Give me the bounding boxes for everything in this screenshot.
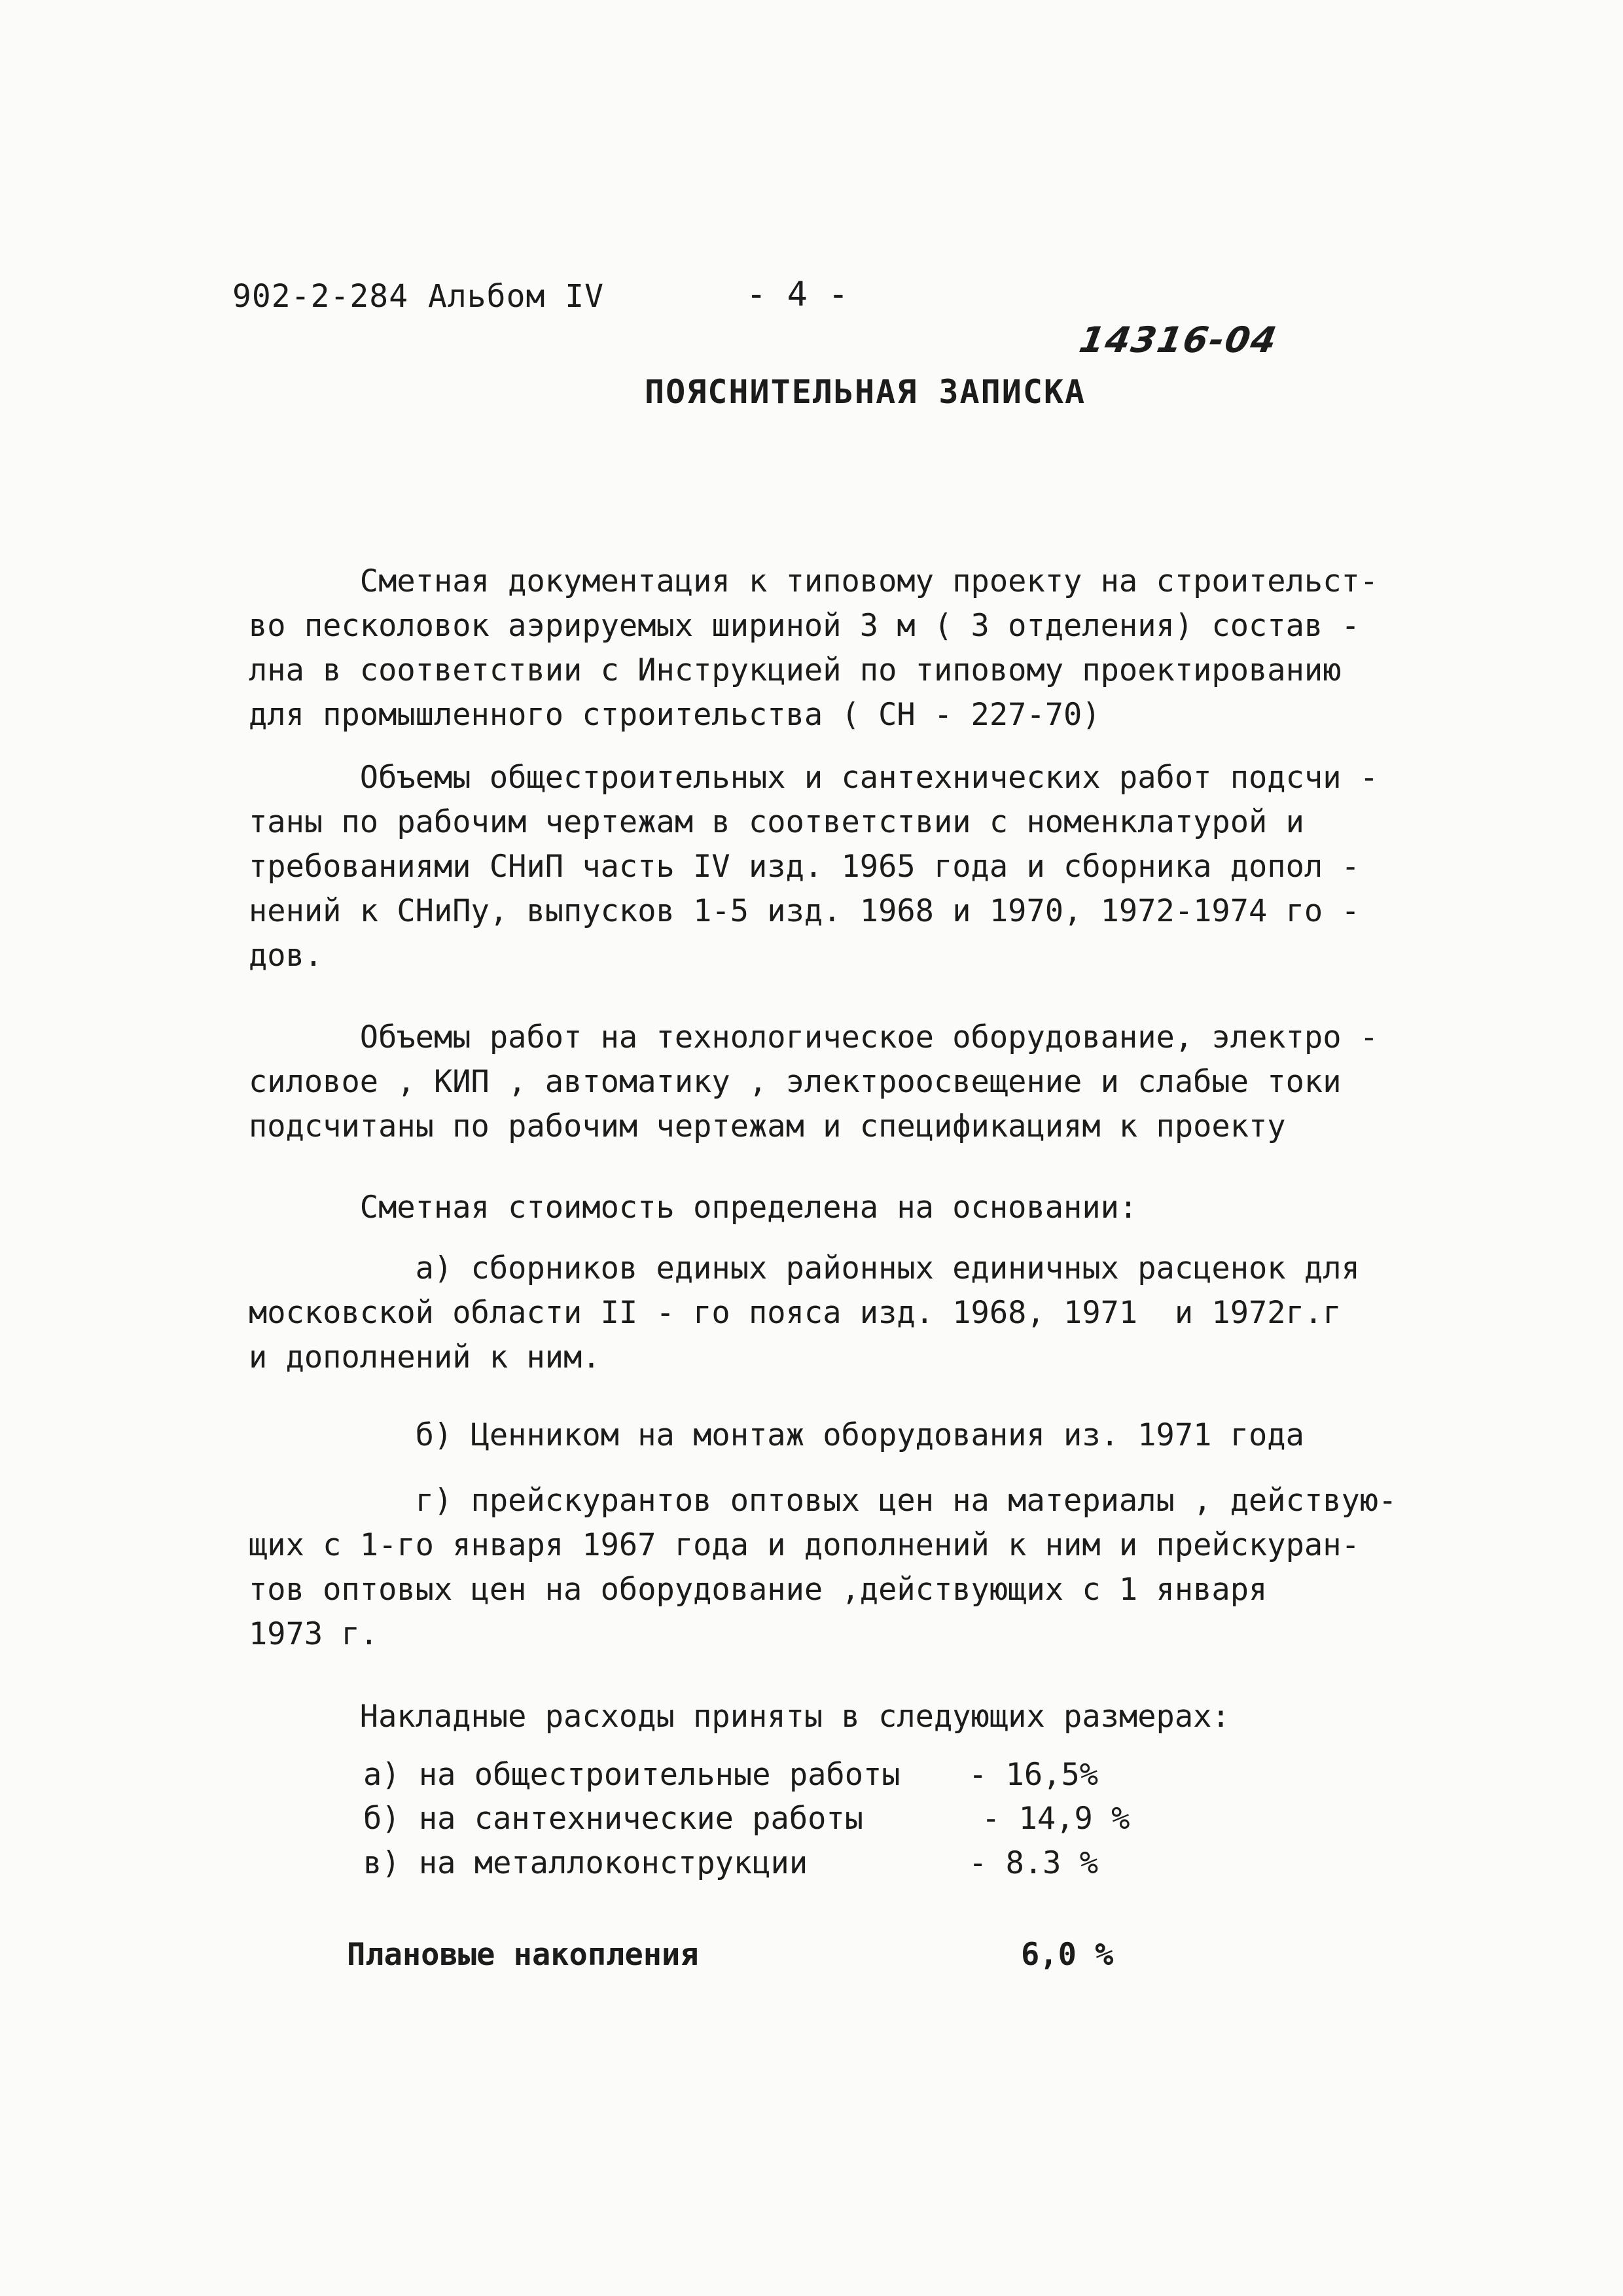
page-number: - 4 - xyxy=(746,275,849,314)
paragraph-6: б) Ценником на монтаж оборудования из. 1971 года xyxy=(249,1417,1304,1453)
planned-savings-label: Плановые накопления xyxy=(347,1937,699,1973)
document-code: 902-2-284 Альбом IV xyxy=(232,278,605,315)
overhead-item-label: в) на металлоконструкции xyxy=(363,1845,808,1881)
paragraph-4: Сметная стоимость определена на основании: xyxy=(249,1190,1138,1226)
paragraph-5: а) сборников единых районных единичных расценок для московской области II - го пояса изд. 1968, 1971 и 1972г.г и дополнений к ним. xyxy=(249,1250,1360,1375)
overhead-item-label: б) на сантехнические работы xyxy=(363,1801,864,1837)
overhead-item-value: - 14,9 % xyxy=(982,1801,1130,1837)
paragraph-2: Объемы общестроительных и сантехнических работ подсчи - таны по рабочим чертежам в соответствии с номенклатурой и требованиями СНиП часть IV изд. 1965 года и сборника допол - нений к СНиПу, выпусков 1-5 изд. 1968 и 1970, 1972-1974 го - дов. xyxy=(249,760,1379,974)
planned-savings-value: 6,0 % xyxy=(1021,1937,1114,1973)
overhead-item-value: - 16,5% xyxy=(969,1757,1099,1793)
paragraph-7: г) прейскурантов оптовых цен на материалы , действую- щих с 1-го января 1967 года и дополнений к ним и прейскуран- тов оптовых цен на оборудование ,действующих с 1 января 1973 г. xyxy=(249,1483,1397,1652)
handwritten-number: 14316-04 xyxy=(1076,319,1281,361)
paragraph-3: Объемы работ на технологическое оборудование, электро - силовое , КИП , автоматику , электроосвещение и слабые токи подсчитаны по рабочим чертежам и спецификациям к проекту xyxy=(249,1019,1379,1144)
paragraph-1: Сметная документация к типовому проекту на строительст- во песколовок аэрируемых шириной 3 м ( 3 отделения) состав - лна в соответствии с Инструкцией по типовому проектированию для промышленного строительства ( СН - 227-70) xyxy=(249,563,1379,733)
paragraph-8: Накладные расходы приняты в следующих размерах: xyxy=(249,1699,1230,1735)
overhead-item-label: а) на общестроительные работы xyxy=(363,1757,901,1793)
page-title: ПОЯСНИТЕЛЬНАЯ ЗАПИСКА xyxy=(645,373,1086,411)
overhead-item-value: - 8.3 % xyxy=(969,1845,1099,1881)
